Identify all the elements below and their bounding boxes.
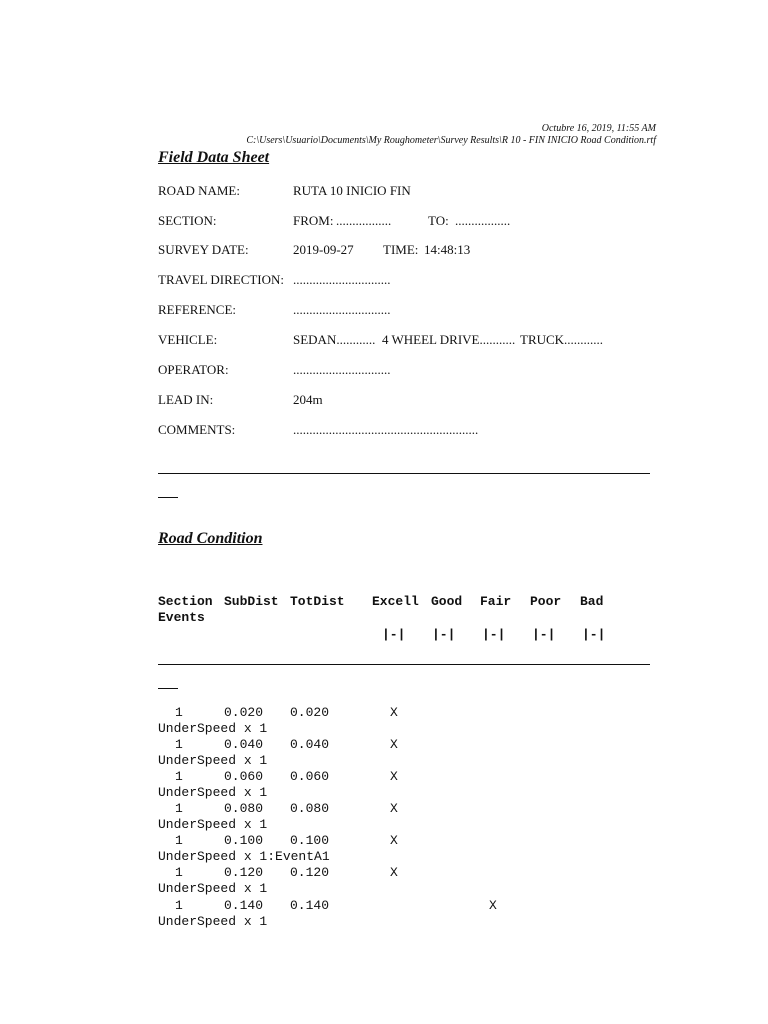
cell-section: 1 <box>175 833 183 848</box>
cell-totdist: 0.020 <box>290 705 330 720</box>
col-events: Events <box>158 610 205 625</box>
cell-events: UnderSpeed x 1 <box>158 721 268 736</box>
col-totdist: TotDist <box>290 594 345 609</box>
road-name-value: RUTA 10 INICIO FIN <box>293 183 411 198</box>
cell-subdist: 0.120 <box>224 865 264 880</box>
cell-section: 1 <box>175 801 183 816</box>
cell-mark-excell: X <box>390 705 398 720</box>
field-data-sheet-title: Field Data Sheet <box>158 149 270 166</box>
col-section: Section <box>158 594 213 609</box>
bar-good: |-| <box>432 627 456 642</box>
vehicle-sedan: SEDAN............ <box>293 332 376 347</box>
cell-subdist: 0.080 <box>224 801 264 816</box>
travel-direction-label: TRAVEL DIRECTION: <box>158 272 285 287</box>
section-label: SECTION: <box>158 213 217 228</box>
file-path: C:\Users\Usuario\Documents\My Roughometer\Survey Results\R 10 - FIN INICIO Road Condition.rtf <box>246 135 656 146</box>
operator-value: .............................. <box>293 362 391 377</box>
cell-totdist: 0.040 <box>290 737 330 752</box>
reference-label: REFERENCE: <box>158 302 237 317</box>
cell-mark-excell: X <box>390 737 398 752</box>
col-good: Good <box>431 594 463 609</box>
survey-date-value: 2019-09-27 <box>293 242 354 257</box>
cell-events: UnderSpeed x 1 <box>158 914 268 929</box>
cell-mark-excell: X <box>390 865 398 880</box>
bar-bad: |-| <box>582 627 606 642</box>
cell-subdist: 0.040 <box>224 737 264 752</box>
cell-subdist: 0.060 <box>224 769 264 784</box>
lead-in-label: LEAD IN: <box>158 392 214 407</box>
to-value: ................. <box>455 213 511 228</box>
divider-tail <box>158 497 178 498</box>
cell-totdist: 0.060 <box>290 769 330 784</box>
bar-poor: |-| <box>532 627 556 642</box>
cell-events: UnderSpeed x 1 <box>158 785 268 800</box>
from-label: FROM: <box>293 213 334 228</box>
col-poor: Poor <box>530 594 562 609</box>
cell-totdist: 0.100 <box>290 833 330 848</box>
to-label: TO: <box>428 213 449 228</box>
cell-section: 1 <box>175 705 183 720</box>
cell-section: 1 <box>175 769 183 784</box>
vehicle-truck: TRUCK............ <box>520 332 604 347</box>
cell-mark-excell: X <box>390 801 398 816</box>
operator-label: OPERATOR: <box>158 362 229 377</box>
travel-direction-value: .............................. <box>293 272 391 287</box>
time-value: 14:48:13 <box>424 242 471 257</box>
from-value: ................. <box>336 213 392 228</box>
road-condition-title: Road Condition <box>158 530 263 547</box>
time-label: TIME: <box>383 242 419 257</box>
bar-fair: |-| <box>482 627 506 642</box>
cell-mark-excell: X <box>390 769 398 784</box>
col-fair: Fair <box>480 594 512 609</box>
survey-date-label: SURVEY DATE: <box>158 242 249 257</box>
comments-label: COMMENTS: <box>158 422 236 437</box>
cell-events: UnderSpeed x 1 <box>158 753 268 768</box>
lead-in-value: 204m <box>293 392 323 407</box>
cell-subdist: 0.140 <box>224 898 264 913</box>
cell-section: 1 <box>175 737 183 752</box>
comments-value: ......................................................... <box>293 422 479 437</box>
cell-totdist: 0.080 <box>290 801 330 816</box>
vehicle-label: VEHICLE: <box>158 332 218 347</box>
cell-section: 1 <box>175 898 183 913</box>
report-date: Octubre 16, 2019, 11:55 AM <box>541 123 656 134</box>
table-divider-line <box>158 664 650 665</box>
cell-totdist: 0.120 <box>290 865 330 880</box>
vehicle-4wd: 4 WHEEL DRIVE........... <box>382 332 516 347</box>
road-name-label: ROAD NAME: <box>158 183 240 198</box>
cell-events: UnderSpeed x 1:EventA1 <box>158 849 330 864</box>
cell-subdist: 0.100 <box>224 833 264 848</box>
col-subdist: SubDist <box>224 594 279 609</box>
cell-mark-excell: X <box>390 833 398 848</box>
divider-line <box>158 473 650 474</box>
cell-totdist: 0.140 <box>290 898 330 913</box>
cell-mark-fair: X <box>489 898 497 913</box>
col-excell: Excell <box>372 594 419 609</box>
cell-events: UnderSpeed x 1 <box>158 817 268 832</box>
col-bad: Bad <box>580 594 604 609</box>
reference-value: .............................. <box>293 302 391 317</box>
cell-subdist: 0.020 <box>224 705 264 720</box>
bar-excell: |-| <box>382 627 406 642</box>
cell-events: UnderSpeed x 1 <box>158 881 268 896</box>
table-divider-tail <box>158 688 178 689</box>
cell-section: 1 <box>175 865 183 880</box>
